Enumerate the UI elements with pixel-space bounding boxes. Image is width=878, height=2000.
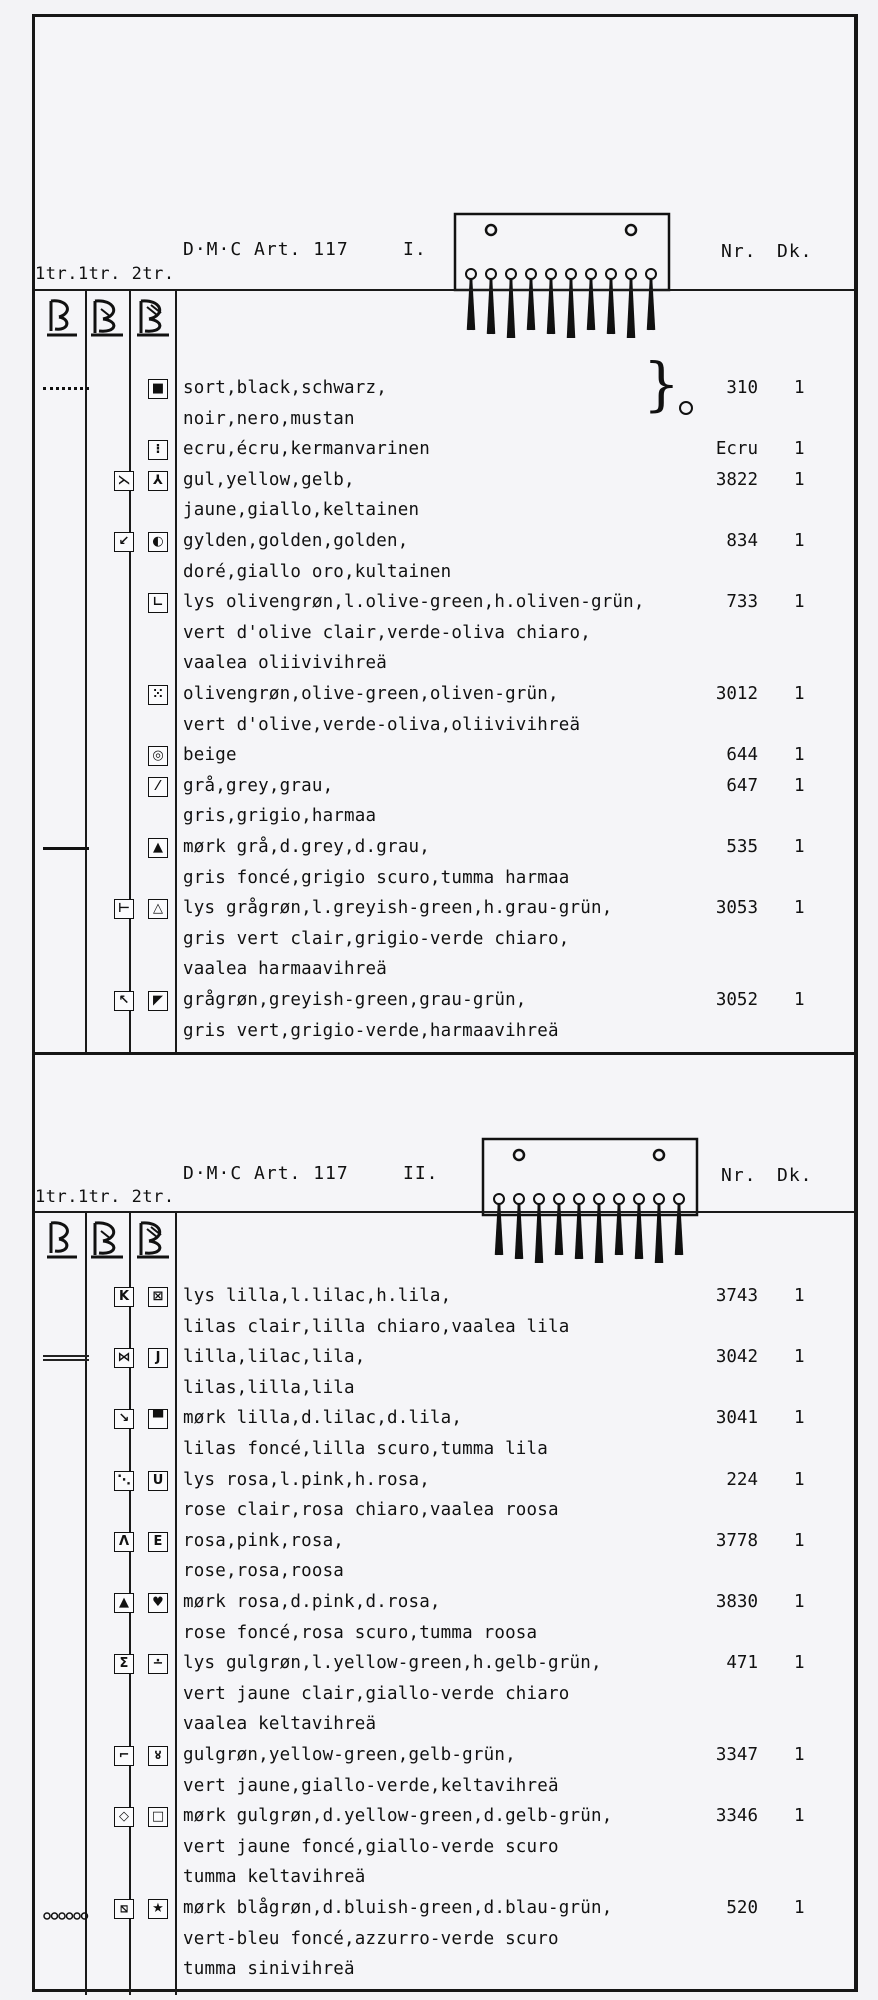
color-row [35,1558,854,1586]
skein-count: 1 [794,1347,805,1368]
skein-count: 1 [794,775,805,796]
chart-symbol-c1: Λ [114,1532,134,1552]
skein-count: 1 [794,1530,805,1551]
color-row [35,620,854,648]
chart-symbol-c2: ◎ [148,746,168,766]
color-row [35,1589,854,1617]
color-row [35,681,854,709]
color-number: 3830 [715,1592,758,1612]
chart-symbol-c2: U [148,1471,168,1491]
color-row [35,436,854,464]
chart-symbol-c1: ↖ [114,991,134,1011]
chart-symbol-c2: ▀ [148,1409,168,1429]
color-name: olivengrøn,olive-green,oliven-grün, [183,684,559,704]
color-name: lilas,lilla,lila [183,1377,355,1398]
color-number: 3778 [715,1530,758,1551]
chart-symbol-c1: ↙ [114,532,134,552]
color-name: rose clair,rosa chiaro,vaalea roosa [183,1500,559,1521]
chart-symbol-c1: ⋱ [114,1471,134,1491]
chart-symbol-c2: ◐ [148,532,168,552]
color-name: vert jaune,giallo-verde,keltavihreä [183,1775,559,1796]
section-1-column-labels: 1tr.1tr. 2tr. [35,264,175,284]
color-number: 834 [726,531,758,551]
skein-count: 1 [794,378,805,398]
color-number: 471 [726,1653,758,1674]
color-name: vert jaune clair,giallo-verde chiaro [183,1683,570,1704]
chart-symbol-c2: ∟ [148,593,168,613]
chart-symbol-c1: ◇ [114,1807,134,1827]
color-name: ecru,écru,kermanvarinen [183,439,430,460]
color-name: rosa,pink,rosa, [183,1530,345,1551]
skein-count: 1 [794,1806,805,1827]
chart-symbol-c2: J [148,1348,168,1368]
color-row [35,559,854,587]
color-number: 733 [726,592,758,613]
color-row [35,406,854,434]
color-name: beige [183,745,237,766]
chart-symbol-c1: ⊢ [114,899,134,919]
chart-symbol-c1: ⧅ [114,1899,134,1919]
color-row [35,589,854,617]
color-row [35,987,854,1015]
color-row [35,1344,854,1372]
color-name: lys rosa,l.pink,h.rosa, [183,1469,430,1490]
line-stitch-symbol [43,847,89,850]
chart-symbol-c2: ४ [148,1746,168,1766]
color-name: gris vert,grigio-verde,harmaavihreä [183,1020,559,1041]
color-row [35,1956,854,1984]
color-row [35,712,854,740]
color-number: 3053 [715,898,758,919]
color-row [35,1497,854,1525]
chart-sheet [32,14,858,1992]
color-row [35,1436,854,1464]
chart-symbol-c2: ★ [148,1899,168,1919]
color-number: 535 [726,837,758,857]
color-number: 224 [726,1469,758,1490]
color-row [35,773,854,801]
color-number: 647 [726,775,758,796]
chart-symbol-c1: ↘ [114,1409,134,1429]
stitch-icon-1tr-b [87,1217,127,1261]
color-number: Ecru [715,439,758,460]
color-row [35,1742,854,1770]
section-2-column-labels: 1tr.1tr. 2tr. [35,1187,175,1207]
chart-symbol-c2: △ [148,899,168,919]
color-name: rose,rosa,roosa [183,1561,345,1582]
chart-symbol-c1: K [114,1287,134,1307]
skein-count: 1 [794,1592,805,1612]
color-name: grå,grey,grau, [183,775,334,796]
color-row [35,1018,854,1046]
chart-symbol-c2: ⅄ [148,471,168,491]
stitch-icon-1tr-a [41,1217,81,1261]
color-name: lys gulgrøn,l.yellow-green,h.gelb-grün, [183,1653,602,1674]
section-1-numeral: I. [403,239,427,260]
section-2-nr-label: Nr. [721,1165,757,1186]
color-row [35,895,854,923]
color-name: noir,nero,mustan [183,408,355,429]
skein-count: 1 [794,1469,805,1490]
color-row [35,1375,854,1403]
color-name: vaalea keltavihreä [183,1714,377,1735]
color-row [35,1926,854,1954]
stitch-icon-2tr [133,1217,173,1261]
color-name: vert d'olive,verde-oliva,oliivivihreä [183,714,581,735]
color-row [35,1467,854,1495]
chart-symbol-c1: Σ [114,1654,134,1674]
color-name: lilas foncé,lilla scuro,tumma lila [183,1439,549,1459]
color-name: gylden,golden,golden, [183,531,409,551]
skein-count: 1 [794,898,805,919]
color-name: lys lilla,l.lilac,h.lila, [183,1286,452,1306]
line-stitch-symbol [43,1905,89,1913]
color-number: 3012 [715,684,758,704]
color-name: jaune,giallo,keltainen [183,500,420,521]
color-name: mørk blågrøn,d.bluish-green,d.blau-grün, [183,1898,613,1918]
section-1-brand: D·M·C Art. 117 [183,239,349,260]
color-row [35,1650,854,1678]
skein-count: 1 [794,1898,805,1918]
color-row [35,497,854,525]
color-row [35,1803,854,1831]
color-name: tumma sinivihreä [183,1959,355,1980]
color-number: 520 [726,1898,758,1918]
chart-symbol-c1: ⋈ [114,1348,134,1368]
color-row [35,1314,854,1342]
color-row [35,1405,854,1433]
skein-count: 1 [794,1653,805,1674]
color-row [35,1864,854,1892]
color-row [35,926,854,954]
color-name: gris,grigio,harmaa [183,806,377,827]
color-number: 310 [726,378,758,398]
color-row [35,1681,854,1709]
color-row [35,1711,854,1739]
section-1-nr-label: Nr. [721,241,757,262]
color-row [35,956,854,984]
color-name: lilla,lilac,lila, [183,1347,366,1368]
color-name: grågrøn,greyish-green,grau-grün, [183,990,527,1010]
color-name: tumma keltavihreä [183,1867,366,1888]
line-stitch-symbol [43,387,89,390]
color-row [35,834,854,862]
stitch-icon-2tr [133,295,173,339]
chart-symbol-c2: ⊠ [148,1287,168,1307]
color-number: 3052 [715,990,758,1010]
skein-count: 1 [794,592,805,613]
color-row [35,1283,854,1311]
color-name: mørk rosa,d.pink,d.rosa, [183,1592,441,1612]
color-name: mørk gulgrøn,d.yellow-green,d.gelb-grün, [183,1806,613,1827]
chart-symbol-c2: E [148,1532,168,1552]
color-row [35,1528,854,1556]
color-name: mørk lilla,d.lilac,d.lila, [183,1408,463,1429]
skein-count: 1 [794,837,805,857]
color-name: vaalea oliivivihreä [183,653,387,674]
color-name: gris foncé,grigio scuro,tumma harmaa [183,867,570,888]
color-number: 3042 [715,1347,758,1368]
color-row [35,1895,854,1923]
chart-symbol-c2: ⁝ [148,440,168,460]
color-name: gris vert clair,grigio-verde chiaro, [183,928,570,949]
color-number: 3743 [715,1286,758,1306]
color-name: gulgrøn,yellow-green,gelb-grün, [183,1745,516,1765]
skein-count: 1 [794,1286,805,1306]
section-2-dk-label: Dk. [777,1165,813,1186]
skein-drawing-1 [453,212,671,342]
line-stitch-symbol [43,1355,89,1361]
color-row [35,1834,854,1862]
brace-mark: } [643,350,680,418]
chart-symbol-c2: ◤ [148,991,168,1011]
chart-symbol-c2: ⁙ [148,685,168,705]
color-name: rose foncé,rosa scuro,tumma roosa [183,1622,538,1643]
color-name: gul,yellow,gelb, [183,469,355,490]
section-2-numeral: II. [403,1163,439,1184]
section-2 [35,1052,854,1992]
chart-symbol-c2: ■ [148,379,168,399]
color-name: sort,black,schwarz, [183,378,387,398]
color-name: lys grågrøn,l.greyish-green,h.grau-grün, [183,898,613,919]
color-row [35,742,854,770]
skein-count: 1 [794,990,805,1010]
color-name: mørk grå,d.grey,d.grau, [183,837,430,857]
color-row [35,1773,854,1801]
color-number: 3041 [715,1408,758,1429]
chart-symbol-c2: ♥ [148,1593,168,1613]
stitch-icon-1tr-a [41,295,81,339]
stitch-icon-1tr-b [87,295,127,339]
color-number: 3822 [715,469,758,490]
chart-symbol-c2: ▲ [148,838,168,858]
skein-count: 1 [794,439,805,460]
chart-symbol-c2: □ [148,1807,168,1827]
color-name: vaalea harmaavihreä [183,959,387,980]
section-2-brand: D·M·C Art. 117 [183,1163,349,1184]
skein-count: 1 [794,1745,805,1765]
chart-symbol-c1: ▲ [114,1593,134,1613]
chart-symbol-c1: ⌐ [114,1746,134,1766]
color-row [35,650,854,678]
skein-count: 1 [794,745,805,766]
color-row [35,528,854,556]
skein-count: 1 [794,1408,805,1429]
color-row [35,467,854,495]
color-row [35,865,854,893]
skein-count: 1 [794,531,805,551]
color-row [35,1620,854,1648]
skein-drawing-2 [481,1137,699,1267]
color-name: vert jaune foncé,giallo-verde scuro [183,1836,559,1857]
skein-count: 1 [794,469,805,490]
color-number: 3347 [715,1745,758,1765]
skein-count: 1 [794,684,805,704]
color-name: lilas clair,lilla chiaro,vaalea lila [183,1316,570,1337]
chart-symbol-c1: ⋋ [114,471,134,491]
section-1-dk-label: Dk. [777,241,813,262]
color-name: vert-bleu foncé,azzurro-verde scuro [183,1928,559,1949]
color-row [35,803,854,831]
color-name: lys olivengrøn,l.olive-green,h.oliven-grün, [183,592,645,613]
chart-symbol-c2: ∸ [148,1654,168,1674]
section-1 [35,17,854,1052]
color-name: doré,giallo oro,kultainen [183,561,452,582]
color-number: 3346 [715,1806,758,1827]
color-name: vert d'olive clair,verde-oliva chiaro, [183,622,591,643]
color-number: 644 [726,745,758,766]
color-row [35,375,854,403]
chart-symbol-c2: ⁄ [148,777,168,797]
